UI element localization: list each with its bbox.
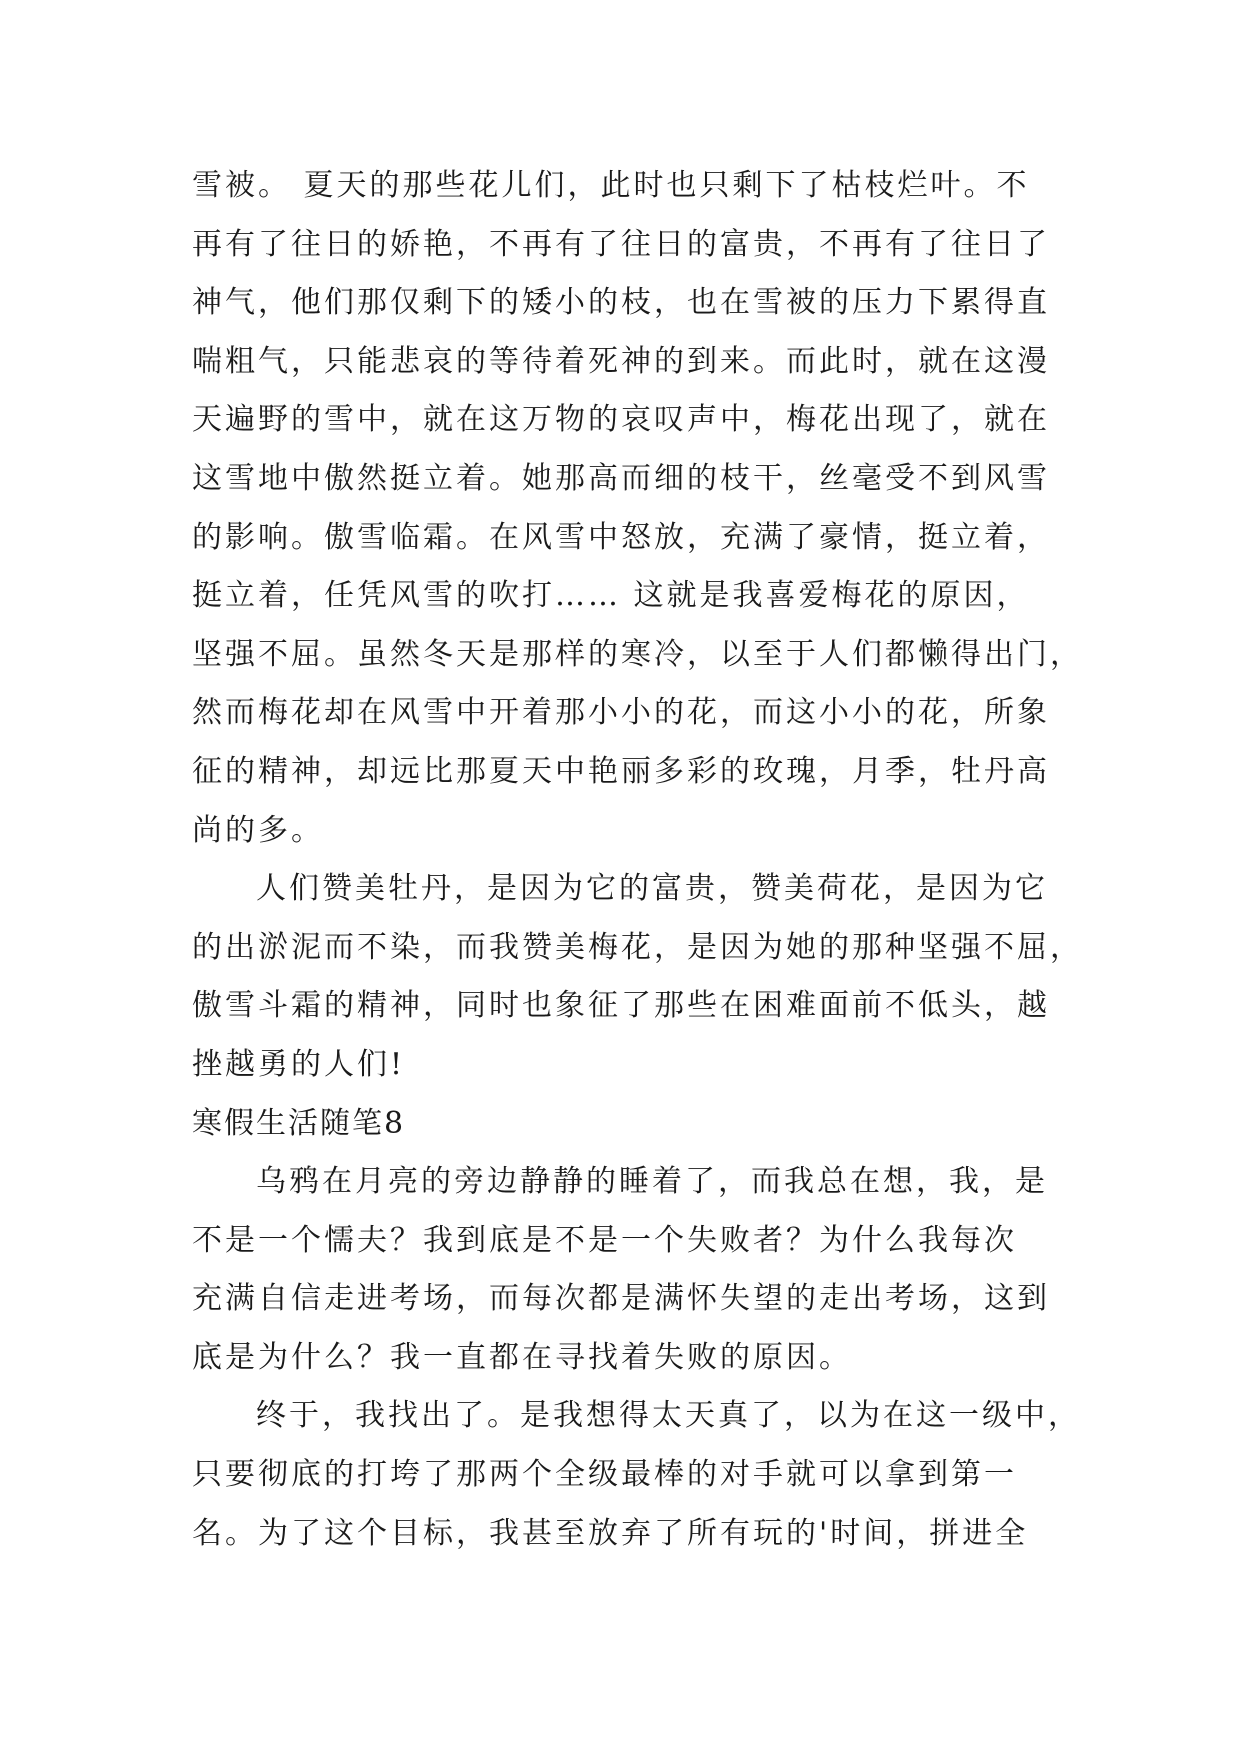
text-line: 的出淤泥而不染，而我赞美梅花，是因为她的那种坚强不屈， — [192, 929, 1083, 965]
text-line: 挫越勇的人们! — [192, 1046, 406, 1082]
text-line: 挺立着，任凭风雪的吹打…… 这就是我喜爱梅花的原因， — [192, 578, 1030, 614]
text-line: 然而梅花却在风雪中开着那小小的花，而这小小的花，所象 — [192, 695, 1050, 731]
text-line: 这雪地中傲然挺立着。她那高而细的枝干，丝毫受不到风雪 — [192, 460, 1050, 496]
text-line: 名。为了这个目标，我甚至放弃了所有玩的'时间，拼进全 — [192, 1515, 1029, 1551]
text-line: 神气，他们那仅剩下的矮小的枝，也在雪被的压力下累得直 — [192, 285, 1050, 321]
text-line: 天遍野的雪中，就在这万物的哀叹声中，梅花出现了，就在 — [192, 402, 1050, 438]
paragraph-crow — [192, 1153, 1062, 1387]
text-line: 人们赞美牡丹，是因为它的富贵，赞美荷花，是因为它 — [256, 871, 1048, 907]
paragraph-praise — [192, 860, 1083, 1094]
paragraph-plum-blossom-continued — [192, 157, 1083, 860]
text-line: 再有了往日的娇艳，不再有了往日的富贵，不再有了往日了 — [192, 226, 1050, 262]
text-line: 喘粗气，只能悲哀的等待着死神的到来。而此时，就在这漫 — [192, 343, 1050, 379]
text-line: 终于，我找出了。是我想得太天真了，以为在这一级中， — [256, 1398, 1081, 1434]
paragraph-finally — [192, 1387, 1081, 1563]
text-line: 坚强不屈。虽然冬天是那样的寒冷，以至于人们都懒得出门， — [192, 636, 1083, 672]
text-line: 的影响。傲雪临霜。在风雪中怒放，充满了豪情，挺立着， — [192, 519, 1050, 555]
section-title: 寒假生活随笔8 — [192, 1105, 406, 1141]
text-line: 征的精神，却远比那夏天中艳丽多彩的玫瑰，月季，牡丹高 — [192, 753, 1050, 789]
document-body — [192, 157, 1083, 1563]
text-line: 乌鸦在月亮的旁边静静的睡着了，而我总在想，我，是 — [256, 1164, 1048, 1200]
text-line: 不是一个懦夫？我到底是不是一个失败者？为什么我每次 — [192, 1222, 1017, 1258]
text-line: 傲雪斗霜的精神，同时也象征了那些在困难面前不低头，越 — [192, 988, 1050, 1024]
text-line: 尚的多。 — [192, 812, 324, 848]
text-line: 充满自信走进考场，而每次都是满怀失望的走出考场，这到 — [192, 1281, 1050, 1317]
text-line: 底是为什么？我一直都在寻找着失败的原因。 — [192, 1339, 852, 1375]
text-line: 雪被。 夏天的那些花儿们，此时也只剩下了枯枝烂叶。不 — [192, 168, 1030, 203]
text-line: 只要彻底的打垮了那两个全级最棒的对手就可以拿到第一 — [192, 1457, 1017, 1493]
